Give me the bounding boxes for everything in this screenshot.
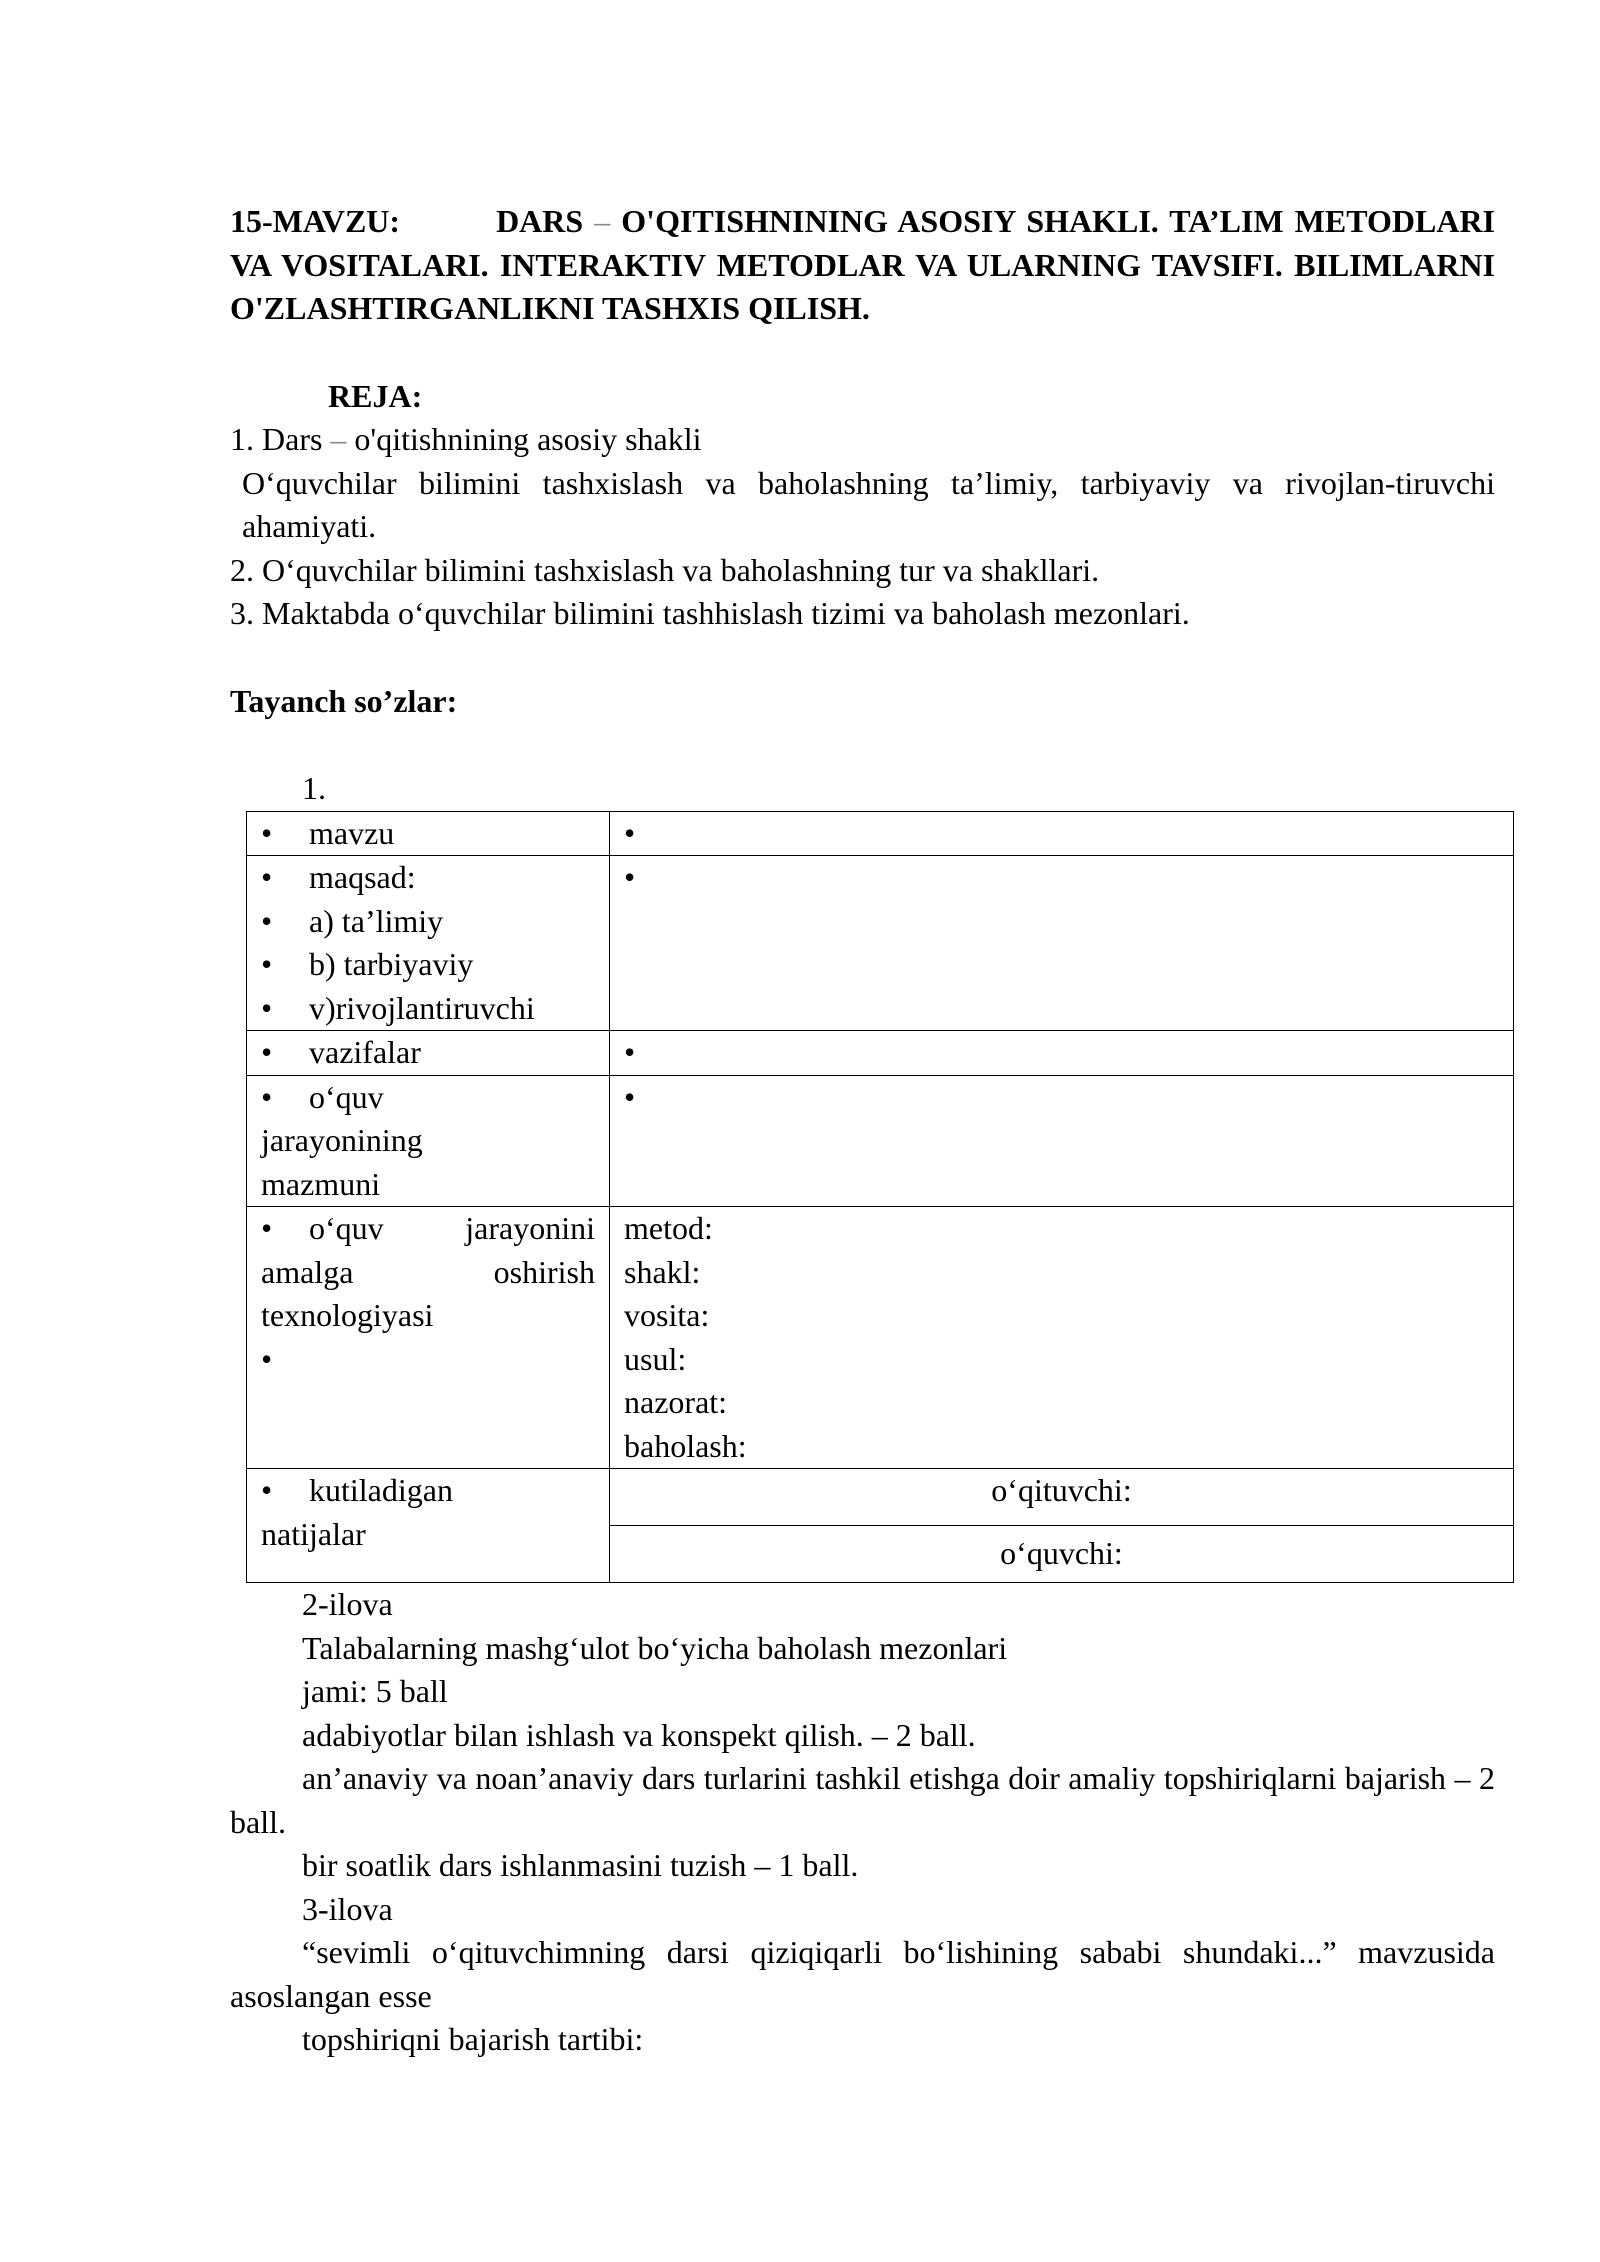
bullet-icon: • (261, 946, 273, 982)
bullet-icon: • (261, 989, 273, 1026)
table-cell: • o‘quv jarayonini amalga oshirish texnologiyasi • (247, 1207, 610, 1469)
table-row (247, 811, 1514, 856)
bullet-icon: • (261, 814, 273, 851)
bullet-icon: • (261, 1034, 273, 1070)
table-cell: • vazifalar (247, 1031, 610, 1076)
table-row (247, 856, 1514, 1031)
table-cell (610, 811, 1514, 856)
appendix-3-essay: “sevimli o‘qituvchimning darsi qiziqiqarli bo‘lishining sababi shundaki...” mavzusida asoslangan esse (230, 1934, 1495, 2014)
table-cell (610, 1075, 1514, 1207)
bullet-icon: • (261, 1472, 273, 1508)
appendix-2-criterion-3: bir soatlik dars ishlanmasini tuzish – 1 ball. (302, 1847, 859, 1883)
appendix-3-label: 3-ilova (302, 1890, 393, 1927)
topic-title: 15-MAVZU: DARS – O'QITISHNINING ASOSIY SHAKLI. TA’LIM METODLARI VA VOSITALARI. INTERAKTIV METODLAR VA ULARNING TAVSIFI. BILIMLARNI O'ZLASHTIRGANLIKNI TASHXIS QILISH. (230, 203, 1495, 326)
bullet-icon: • (261, 1340, 273, 1377)
document-page (230, 200, 1495, 2062)
appendix-3-order: topshiriqni bajarish tartibi: (302, 2021, 644, 2057)
plan-item-3: 3. Maktabda o‘quvchilar bilimini tashhislash tizimi va baholash mezonlari. (230, 595, 1190, 631)
appendix-1-number: 1. (302, 770, 326, 806)
table-cell: • o‘quv jarayonining mazmuni (247, 1075, 610, 1207)
appendix-2-heading: Talabalarning mashg‘ulot bo‘yicha baholash mezonlari (302, 1629, 1008, 1666)
table-cell: metod: shakl: vosita: usul: nazorat: baholash: (610, 1207, 1514, 1469)
appendix-2-total: jami: 5 ball (302, 1673, 448, 1709)
table-cell: • mavzu (247, 811, 610, 856)
bullet-icon: • (261, 1210, 273, 1246)
bullet-icon: • (261, 902, 273, 939)
appendix-2-label: 2-ilova (302, 1586, 393, 1622)
plan-heading: REJA: (328, 377, 423, 414)
table-cell (610, 1031, 1514, 1076)
lesson-plan-table (246, 811, 1514, 1584)
table-row (247, 1469, 1514, 1526)
table-row (247, 1207, 1514, 1469)
table-row (247, 1031, 1514, 1076)
table-cell (610, 856, 1514, 1031)
table-cell: o‘quvchi: (610, 1526, 1514, 1583)
plan-item-2: 2. O‘quvchilar bilimini tashxislash va baholashning tur va shakllari. (230, 551, 1100, 588)
plan-item-1-sub: O‘quvchilar bilimini tashxislash va baholashning ta’limiy, tarbiyaviy va rivojlan-tiruvchi ahamiyati. (242, 464, 1495, 544)
bullet-icon: • (624, 814, 636, 851)
appendix-2-criterion-2: an’anaviy va noan’anaviy dars turlarini tashkil etishga doir amaliy topshiriqlarni bajarish – 2 ball. (230, 1760, 1495, 1840)
table-cell: • kutiladigan natijalar (247, 1469, 610, 1583)
keywords-heading: Tayanch so’zlar: (230, 682, 458, 719)
bullet-icon: • (624, 1034, 636, 1070)
bullet-icon: • (261, 1078, 273, 1115)
table-cell: o‘qituvchi: (610, 1469, 1514, 1526)
bullet-icon: • (624, 1078, 636, 1115)
bullet-icon: • (261, 859, 273, 895)
table-row (247, 1075, 1514, 1207)
appendix-2-criterion-1: adabiyotlar bilan ishlash va konspekt qilish. – 2 ball. (302, 1716, 976, 1753)
plan-item-1: 1. Dars – o'qitishnining asosiy shakli (230, 421, 702, 457)
table-cell: • maqsad: • a) ta’limiy • b) tarbiyaviy • v)rivojlantiruvchi (247, 856, 610, 1031)
topic-number: 15-MAVZU: (230, 203, 401, 239)
bullet-icon: • (624, 859, 636, 895)
